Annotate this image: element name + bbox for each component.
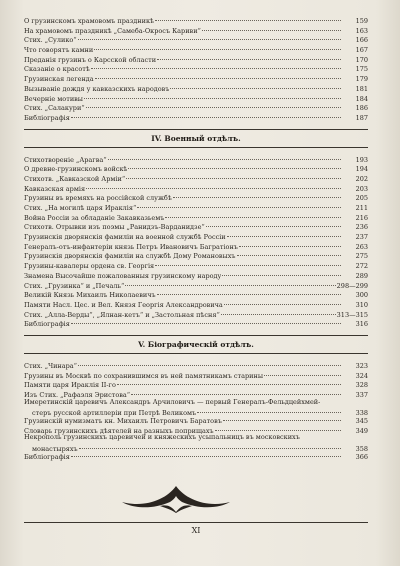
dot-leader bbox=[206, 218, 341, 227]
dot-leader bbox=[131, 386, 341, 395]
dot-leader bbox=[86, 180, 341, 189]
entry-title: Библіографія bbox=[24, 113, 70, 122]
entry-title: Имеретинскій царевичъ Александръ Арчиловичъ — первый Генералъ-Фельдцейхмей- bbox=[24, 397, 321, 406]
entry-title: Библіографія bbox=[24, 320, 70, 329]
dot-leader bbox=[157, 51, 341, 60]
entry-title: Стих. „Грузинка“ и „Печаль“ bbox=[24, 281, 125, 290]
dot-leader bbox=[86, 99, 341, 108]
entry-title: Сказаніе о красотѣ bbox=[24, 65, 90, 74]
entry-title: Словарь грузинскихъ дѣятелей на разныхъ поприщахъ bbox=[24, 426, 214, 435]
dot-leader bbox=[222, 267, 341, 276]
entry-page: 203 bbox=[355, 184, 368, 193]
toc-entry bbox=[24, 450, 368, 460]
entry-title: Грузины въ Москвѣ по сохранившимся въ ней памятникамъ старины bbox=[24, 371, 264, 380]
dot-leader bbox=[224, 296, 341, 305]
entry-title: О древне-грузинскомъ войскѣ bbox=[24, 165, 128, 174]
dot-leader bbox=[128, 160, 341, 169]
dot-leader bbox=[71, 109, 341, 118]
ornament-icon bbox=[116, 482, 236, 514]
entry-page: 316 bbox=[355, 320, 368, 329]
entry-page: 236 bbox=[355, 223, 368, 232]
entry-title: Вызываніе дождя у кавказскихъ народовъ bbox=[24, 84, 170, 93]
dot-leader bbox=[237, 247, 341, 256]
dot-leader bbox=[117, 376, 341, 385]
entry-title: Памяти Насл. Цес. и Вел. Князя Георгія Александровича bbox=[24, 300, 223, 309]
dot-leader bbox=[170, 80, 341, 89]
entry-title: Грузины-кавалеры ордена св. Георгія bbox=[24, 262, 155, 271]
dot-leader bbox=[165, 209, 341, 218]
dot-leader bbox=[71, 448, 341, 457]
entry-page: 163 bbox=[355, 26, 368, 35]
entry-page: 338 bbox=[355, 408, 368, 417]
entry-page: 194 bbox=[355, 165, 368, 174]
entry-page: 328 bbox=[355, 381, 368, 390]
entry-page: 349 bbox=[355, 426, 368, 435]
entry-page: 263 bbox=[355, 242, 368, 251]
dot-leader bbox=[215, 422, 341, 431]
dot-leader bbox=[84, 90, 341, 99]
dot-leader bbox=[157, 286, 341, 295]
entry-title: Стих. „Алла-Верды“, „Ялнан-кетъ“ и „Застольная пѣсня“ bbox=[24, 310, 220, 319]
entry-title: Что говорятъ камни bbox=[24, 46, 94, 55]
section-gap bbox=[24, 121, 368, 127]
dot-leader bbox=[137, 199, 341, 208]
dot-leader bbox=[173, 189, 341, 198]
dot-leader bbox=[221, 306, 336, 315]
entry-title: Преданія грузинъ о Карсской области bbox=[24, 55, 157, 64]
entry-title: Война Россіи за обладаніе Закавказьемъ bbox=[24, 213, 165, 222]
entry-page: 324 bbox=[355, 371, 368, 380]
page-number: XI bbox=[24, 522, 368, 535]
dot-leader bbox=[125, 277, 335, 286]
entry-title: Стихотв. Отрывки изъ поэмы „Ранидзъ-Варданидзе“ bbox=[24, 223, 205, 232]
dot-leader bbox=[91, 60, 341, 69]
divider-rule bbox=[24, 129, 368, 130]
dot-leader bbox=[155, 12, 341, 21]
entry-title: Грузинскія дворянскія фамиліи на службѣ Дому Романовыхъ bbox=[24, 252, 236, 261]
divider-rule bbox=[24, 147, 368, 148]
section-heading: IV. Военный отдѣлъ. bbox=[151, 133, 241, 143]
entry-page: 175 bbox=[355, 65, 368, 74]
entry-title: Библіографія bbox=[24, 452, 70, 461]
entry-page: 211 bbox=[355, 204, 368, 212]
entry-page: 187 bbox=[355, 113, 368, 122]
dot-leader bbox=[108, 151, 341, 160]
dot-leader bbox=[95, 70, 341, 79]
entry-title: Грузинскія дворянскія фамиліи на военной службѣ Россіи bbox=[24, 233, 226, 242]
entry-title: Грузинская легенда bbox=[24, 75, 94, 84]
entry-title: Грузины въ времяхъ на россійской службѣ bbox=[24, 194, 172, 203]
entry-page: 313—315 bbox=[336, 310, 368, 319]
entry-title-continuation: монастыряхъ bbox=[32, 444, 78, 453]
dot-leader bbox=[155, 257, 341, 266]
entry-title: На храмовомъ праздникѣ „Самеба-Окросъ Кариви“ bbox=[24, 26, 201, 35]
entry-title: Стих. „На могилѣ царя Ираклія“ bbox=[24, 204, 137, 212]
entry-page: 237 bbox=[355, 233, 368, 242]
divider-rule bbox=[24, 335, 368, 336]
dot-leader bbox=[71, 315, 341, 324]
entry-title: Стихотвореніе „Арагва“ bbox=[24, 155, 107, 164]
section-heading: V. Біографическій отдѣлъ. bbox=[138, 339, 254, 349]
entry-page: 170 bbox=[355, 55, 368, 64]
table-of-contents bbox=[24, 14, 368, 460]
dot-leader bbox=[94, 41, 341, 50]
entry-page: 184 bbox=[355, 94, 368, 103]
entry-page: 216 bbox=[355, 213, 368, 222]
entry-page: 298—299 bbox=[336, 281, 368, 290]
entry-title-continuation: стеръ русской артиллеріи при Петрѣ Великомъ bbox=[32, 408, 197, 417]
section-gap bbox=[24, 327, 368, 333]
dot-leader bbox=[78, 357, 341, 366]
entry-page: 323 bbox=[355, 361, 368, 370]
entry-title: Кавказская армія bbox=[24, 184, 86, 193]
entry-title: О грузинскомъ храмовомъ праздникѣ bbox=[24, 17, 154, 25]
entry-title: Некрополь грузинскихъ царевичей и княжескихъ усыпальницъ въ московскихъ bbox=[24, 433, 300, 442]
entry-title: Изъ Стих. „Рафаэля Эристова“ bbox=[24, 391, 131, 399]
entry-page: 167 bbox=[355, 46, 368, 55]
entry-page: 159 bbox=[355, 17, 368, 25]
dot-leader bbox=[239, 238, 341, 247]
dot-leader bbox=[264, 367, 341, 376]
entry-page: 275 bbox=[355, 252, 368, 261]
entry-page: 272 bbox=[355, 262, 368, 271]
entry-page: 166 bbox=[355, 36, 368, 45]
dot-leader bbox=[202, 22, 341, 31]
entry-page: 289 bbox=[355, 271, 368, 280]
entry-page: 202 bbox=[355, 174, 368, 183]
entry-page: 358 bbox=[355, 444, 368, 453]
entry-page: 345 bbox=[355, 417, 368, 426]
dot-leader bbox=[227, 228, 341, 237]
toc-entry bbox=[24, 111, 368, 121]
entry-title: Грузинскій нумизматъ кн. Михаилъ Петровичъ Баратовъ bbox=[24, 417, 222, 426]
entry-page: 181 bbox=[355, 84, 368, 93]
entry-title: Великій Князь Михаилъ Николаевичъ bbox=[24, 291, 156, 300]
entry-page: 310 bbox=[355, 300, 368, 309]
entry-page: 186 bbox=[355, 104, 368, 113]
dot-leader bbox=[223, 412, 341, 421]
entry-page: 193 bbox=[355, 155, 368, 164]
entry-title: Стихотв. „Кавказской Арміи“ bbox=[24, 174, 126, 183]
entry-title: Стих. „Сулико“ bbox=[24, 36, 77, 45]
entry-title: Стих. „Чинара“ bbox=[24, 361, 77, 370]
entry-page: 366 bbox=[355, 452, 368, 461]
entry-page: 300 bbox=[355, 291, 368, 300]
entry-title: Стих. „Салакури“ bbox=[24, 104, 85, 113]
entry-title: Вечерніе мотивы bbox=[24, 94, 83, 103]
entry-page: 205 bbox=[355, 194, 368, 203]
dot-leader bbox=[126, 170, 341, 179]
dot-leader bbox=[78, 31, 341, 40]
entry-title: Памяти царя Ираклія II-го bbox=[24, 381, 116, 390]
entry-page: 179 bbox=[355, 75, 368, 84]
divider-rule bbox=[24, 353, 368, 354]
toc-entry bbox=[24, 317, 368, 327]
entry-page: 337 bbox=[355, 391, 368, 399]
entry-title: Генералъ-отъ-инфантеріи князь Петръ Ивановичъ Багратіонъ bbox=[24, 242, 238, 251]
entry-title: Знамена Высочайше пожалованныя грузинскому народу bbox=[24, 271, 222, 280]
